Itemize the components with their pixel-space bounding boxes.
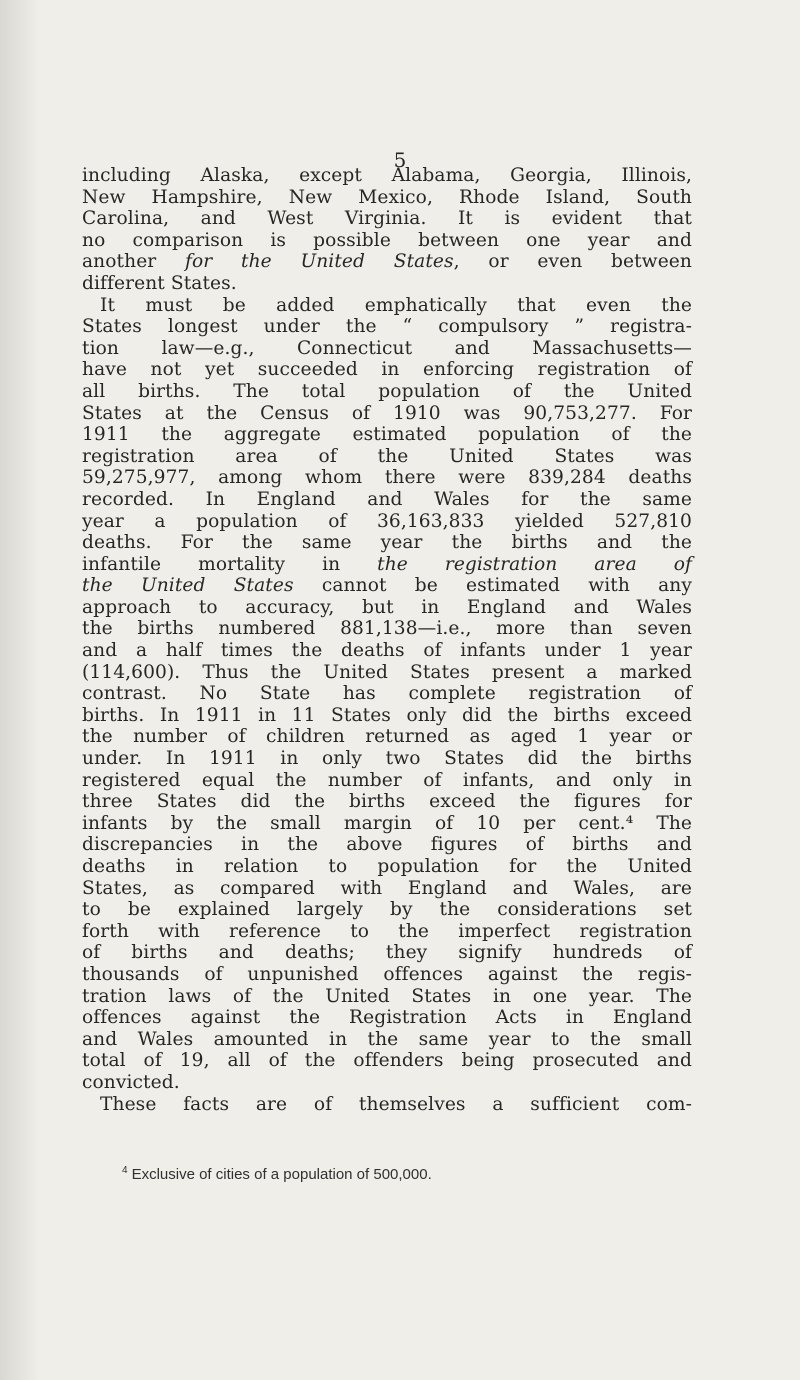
text-line: different States.	[82, 272, 237, 294]
text-line: 1911 the aggregate estimated population of the	[82, 424, 692, 446]
text-line: discrepancies in the above figures of births and	[82, 834, 692, 856]
text-line: offences against the Registration Acts in England	[82, 1007, 692, 1029]
text-line: total of 19, all of the offenders being prosecuted and	[82, 1050, 692, 1072]
text-line: no comparison is possible between one year and	[82, 229, 692, 251]
text-line: (114,600). Thus the United States present a marked	[82, 661, 692, 683]
text-line: States longest under the “ compulsory ” registra-	[82, 316, 692, 338]
text-line: registered equal the number of infants, and only in	[82, 769, 692, 791]
text-line: deaths. For the same year the births and the	[82, 532, 692, 554]
footnote	[122, 1165, 722, 1183]
text-line: the births numbered 881,138—i.e., more than seven	[82, 618, 692, 640]
text-line: three States did the births exceed the figures for	[82, 791, 692, 813]
text-line: and a half times the deaths of infants under 1 year	[82, 640, 692, 662]
text-line: of births and deaths; they signify hundreds of	[82, 942, 692, 964]
text-line: tration laws of the United States in one year. The	[82, 985, 692, 1007]
footnote-marker: 4	[122, 1165, 128, 1176]
text-line: have not yet succeeded in enforcing registration of	[82, 359, 692, 381]
text-line: Carolina, and West Virginia. It is evident that	[82, 208, 692, 230]
text-line: the United States cannot be estimated with any	[82, 575, 692, 597]
text-line: under. In 1911 in only two States did the births	[82, 748, 692, 770]
text-line: States at the Census of 1910 was 90,753,277. For	[82, 402, 692, 424]
text-line: infantile mortality in the registration area of	[82, 553, 692, 575]
text-line: New Hampshire, New Mexico, Rhode Island, South	[82, 186, 692, 208]
text-line: another for the United States, or even between	[82, 251, 692, 273]
page-gutter-shadow	[0, 0, 40, 1380]
footnote-text: Exclusive of cities of a population of 500,000.	[131, 1166, 432, 1183]
text-line: infants by the small margin of 10 per cent.⁴ The	[82, 812, 692, 834]
body-text	[82, 165, 692, 1115]
text-line: convicted.	[82, 1071, 180, 1093]
text-line: contrast. No State has complete registration of	[82, 683, 692, 705]
text-line: tion law—e.g., Connecticut and Massachusetts—	[82, 337, 692, 359]
text-line: deaths in relation to population for the United	[82, 856, 692, 877]
text-line: and Wales amounted in the same year to the small	[82, 1028, 692, 1050]
text-line: States, as compared with England and Wales, are	[82, 877, 692, 899]
text-line: forth with reference to the imperfect registration	[82, 920, 692, 942]
text-line: recorded. In England and Wales for the same	[82, 488, 692, 510]
text-line: It must be added emphatically that even the	[100, 294, 692, 316]
text-line: thousands of unpunished offences against the regis-	[82, 963, 692, 985]
text-line: the number of children returned as aged 1 year or	[82, 726, 692, 748]
text-line: including Alaska, except Alabama, Georgia, Illinois,	[82, 165, 692, 186]
text-line: births. In 1911 in 11 States only did the births exceed	[82, 704, 692, 726]
page-number: 5	[393, 148, 407, 172]
text-line: These facts are of themselves a sufficient com-	[100, 1093, 692, 1115]
text-line: approach to accuracy, but in England and Wales	[82, 596, 692, 618]
text-line: to be explained largely by the considerations set	[82, 899, 692, 921]
text-line: 59,275,977, among whom there were 839,284 deaths	[82, 467, 692, 489]
text-line: year a population of 36,163,833 yielded 527,810	[82, 510, 692, 532]
text-line: all births. The total population of the United	[82, 380, 692, 402]
text-line: registration area of the United States was	[82, 445, 692, 467]
